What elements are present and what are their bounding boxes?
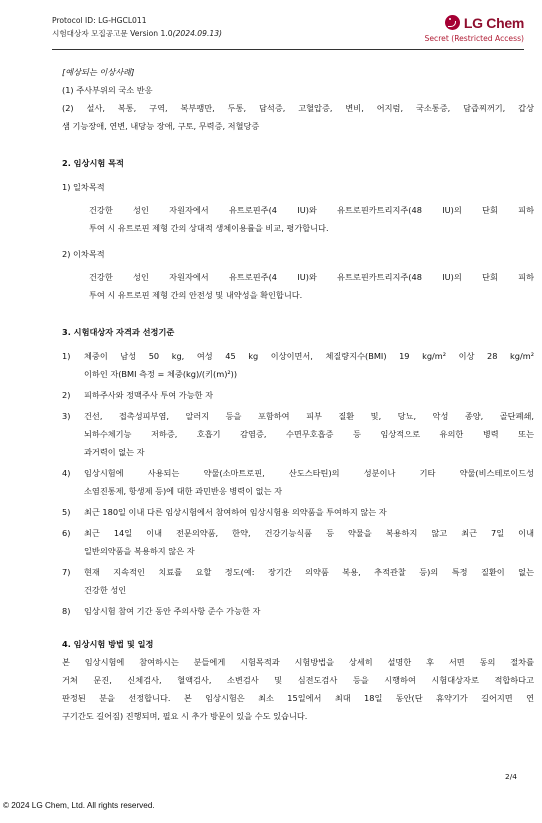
criterion-number: 7) [62,567,71,577]
document-body [62,63,534,725]
criterion-number: 1) [62,351,71,361]
objective-line: 투여 시 유트로핀 제형 간의 상대적 생체이용률을 비교, 평가합니다. [89,223,329,233]
criterion-item [62,464,534,500]
classification-label: Secret (Restricted Access) [424,34,524,43]
method-line: 구기간도 길어짐) 진행되며, 필요 시 추가 방문이 있을 수도 있습니다. [62,711,308,721]
criterion-number: 2) [62,390,71,400]
method-line: 본 임상시험에 참여하시는 분들에게 시험목적과 시험방법을 상세히 설명한 후 서면 동의 절차를 [62,657,534,667]
criterion-item [62,602,534,620]
page-header [52,14,524,48]
header-divider [52,49,524,50]
criterion-line: 뇌하수체기능 저하증, 호흡기 감염증, 수면무호흡증 등 임상적으로 유의한 병력 또는 [84,429,534,439]
header-brand [425,14,524,43]
criterion-line: 체중이 남성 50 kg, 여성 45 kg 이상이면서, 체질량지수(BMI) 19 kg/m² 이상 28 kg/m² [84,351,534,361]
section-2-title: 2. 임상시험 목적 [62,158,124,168]
logo-text: LG Chem [463,14,524,31]
company-logo [425,14,524,31]
criterion-line: 임상시험 참여 기간 동안 주의사항 준수 가능한 자 [84,606,261,616]
protocol-id: Protocol ID: LG-HGCL011 [52,16,147,25]
objective-line: 투여 시 유트로핀 제형 간의 안전성 및 내약성을 확인합니다. [89,290,303,300]
criterion-line: 건강한 성인 [84,585,127,595]
doc-version: 시험대상자 모집공고문 Version 1.0 [52,29,173,38]
secondary-objective-text [89,268,534,304]
criterion-item [62,407,534,461]
criterion-item [62,386,534,404]
doc-date: (2024.09.13) [172,29,223,38]
criterion-line: 피하주사와 정맥주사 투여 가능한 자 [84,390,214,400]
criterion-line: 소염진통제, 항생제 등)에 대한 과민반응 병력이 없는 자 [84,486,283,496]
criterion-number: 6) [62,528,71,538]
method-line: 판정된 분을 선정합니다. 본 임상시험은 최소 15일에서 최대 18일 동안(단 휴약기가 길어지면 연 [62,693,534,703]
criterion-line: 최근 180일 이내 다른 임상시험에서 참여하여 임상시험용 의약품을 투여하지 않는 자 [84,507,387,517]
secondary-objective-label: 2) 이차목적 [62,249,105,259]
criterion-number: 8) [62,606,71,616]
expected-item: (1) 주사부위의 국소 반응 [62,85,153,95]
criterion-line: 건선, 접촉성피부염, 알러지 등을 포함하여 피부 질환 및, 당뇨, 악성 종양, 골단폐쇄, [84,411,534,421]
criterion-item [62,563,534,599]
header-doc-info [52,14,222,40]
criterion-line: 임상시험에 사용되는 약물(소마트로핀, 산도스타틴)의 성분이나 기타 약물(비스테로이드성 [84,468,534,478]
primary-objective-text [89,201,534,237]
criterion-line: 과거력이 없는 자 [84,447,145,457]
expected-item-cont: 샘 기능장애, 연변, 내당능 장애, 구토, 무력증, 저혈당증 [62,121,260,131]
criterion-number: 4) [62,468,71,478]
lg-logo-icon [445,15,460,30]
objective-line: 건강한 성인 자원자에서 유트로핀주(4 IU)와 유트로핀카트리지주(48 IU)의 단회 피하 [89,272,534,282]
eligibility-criteria-list [62,347,534,620]
method-line: 거쳐 문진, 신체검사, 혈액검사, 소변검사 및 심전도검사 등을 시행하여 시험대상자로 적합하다고 [62,675,534,685]
criterion-line: 일반의약품을 복용하지 않은 자 [84,546,195,556]
criterion-line: 이하인 자(BMI 측정 = 체중(kg)/(키(m)²)) [84,369,238,379]
copyright-footer: © 2024 LG Chem, Ltd. All rights reserved. [3,801,155,810]
criterion-item [62,347,534,383]
criterion-item [62,503,534,521]
primary-objective-label: 1) 일차목적 [62,182,105,192]
criterion-line: 최근 14일 이내 전문의약품, 한약, 건강기능식품 등 약물을 복용하지 않고 최근 7일 이내 [84,528,534,538]
page-number: 2/4 [505,772,517,781]
doc-version-line [52,27,222,40]
criterion-number: 3) [62,411,71,421]
criterion-line: 현재 지속적인 치료를 요할 정도(예: 장기간 의약품 복용, 추적관찰 등)의 특정 질환이 없는 [84,567,534,577]
expected-events-title: [예상되는 이상사례] [62,67,135,77]
objective-line: 건강한 성인 자원자에서 유트로핀주(4 IU)와 유트로핀카트리지주(48 IU)의 단회 피하 [89,205,534,215]
criterion-number: 5) [62,507,71,517]
section-3-title: 3. 시험대상자 자격과 선정기준 [62,327,175,337]
expected-item: (2) 설사, 복통, 구역, 복부팽만, 두통, 담석증, 고혈압증, 변비, 어지럼, 국소통증, 담즙찌꺼기, 갑상 [62,103,534,113]
criterion-item [62,524,534,560]
section-4-title: 4. 임상시험 방법 및 일정 [62,639,154,649]
